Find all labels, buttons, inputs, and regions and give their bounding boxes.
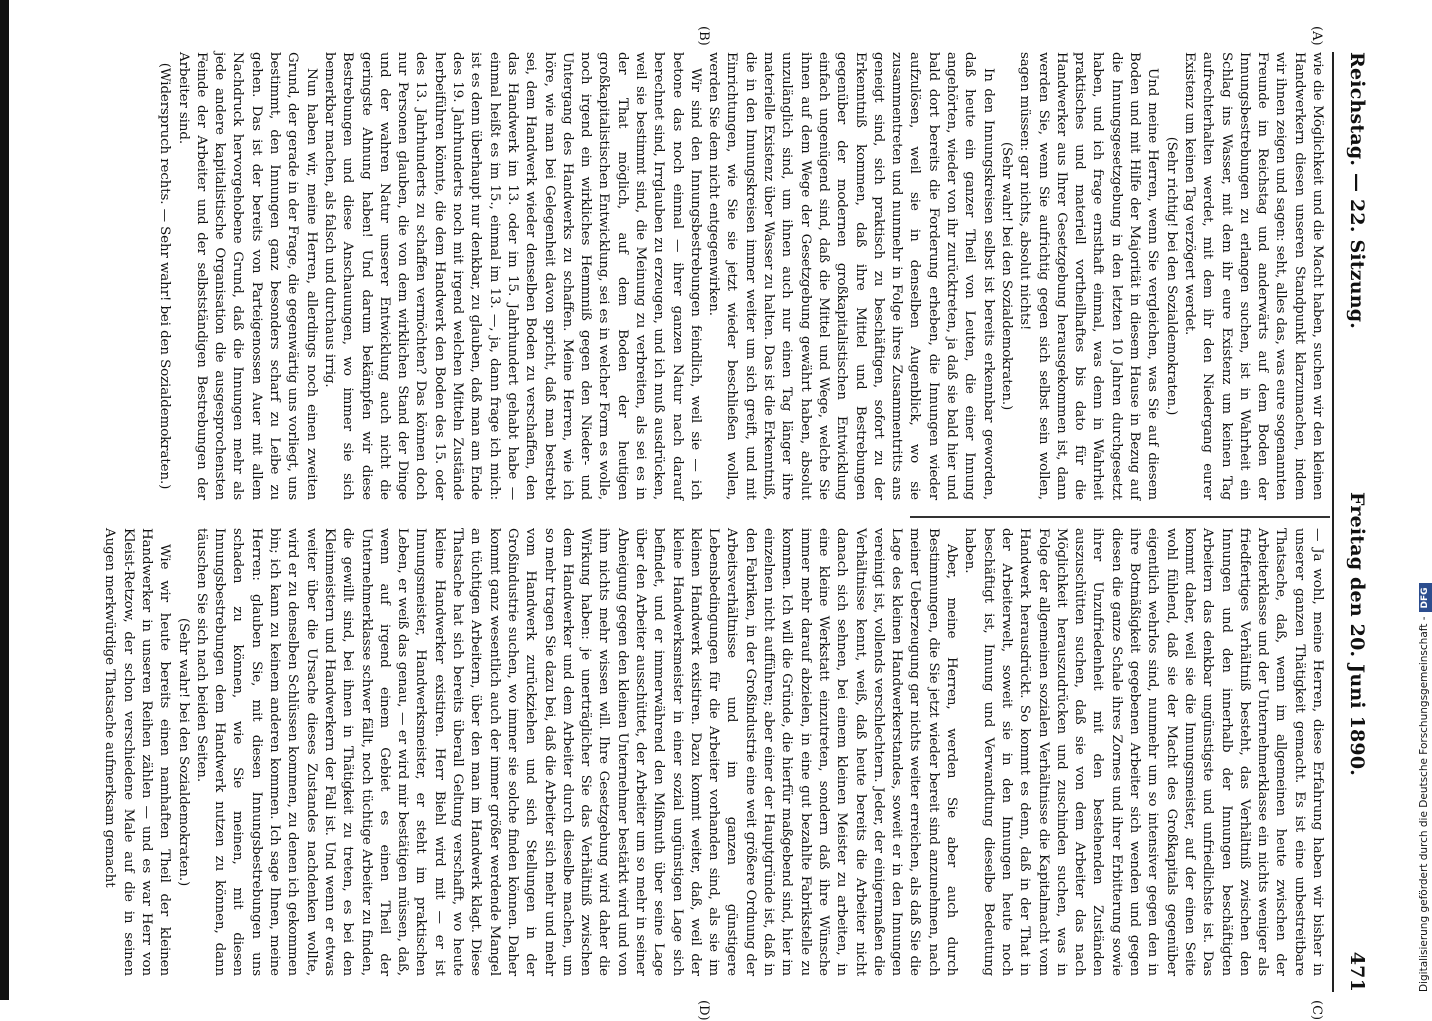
interjection: (Sehr wahr! bei den Sozialdemokraten.)	[998, 141, 1014, 411]
interjection: (Sehr wahr! bei den Sozialdemokraten.)	[175, 617, 191, 887]
paragraph: In den Innungskreisen selbst ist bereits erkennbar geworden, daß heute ein ganzer Theil von Leuten, die einer Innung angehörten, wieder von ihr zurücktreten, ja daß sie bald hier und bald dort bereits die Forderung erheben, die Innungen wieder aufzulösen, weil sie in denselben Augenblick, wo sie zusammentreten und nunmehr in Folge ihres Zusammentritts ans geneigt sind, sich praktisch zu beschäftigen, sofort zu der Erkenntniß kommen, daß ihre Mittel und Bestrebungen gegenüber der modernen großkapitalistischen Entwicklung einfach ungenügend sind, daß die Mittel und Wege, welche Sie ihnen auf dem Wege der Gesetzgebung gewährt haben, absolut unzulänglich sind, um ihnen auch nur einen Tag länger ihre materielle Existenz über Wasser zu halten. Das ist die Erkenntniß, die in den Innungskreisen immer weiter um sich greift, und mit Einrichtungen, wie Sie sie jetzt wieder beschließen wollen, werden Sie dem nicht entgegenwirken.	[706, 52, 996, 500]
paragraph: Nun haben wir, meine Herren, allerdings noch einen zweiten Grund, der gerade in der Frage, die gegenwärtig uns vorliegt, uns bestimmt, den Innungen ganz besonders scharf zu Leibe zu gehen. Das ist der bereits von Parteigenossen Auer mit allem Nachdruck hervorgehobene Grund, daß die Innungen mehr als jede andere kapitalistische Organisation die ausgesprochensten Feinde der Arbeiter und der selbstständigen Bestrebungen der Arbeiter sind.	[175, 52, 319, 500]
paragraph: wie die Möglichkeit und die Macht haben, suchen wir den kleinen Handwerkern diesen unseren Standpunkt klarzumachen, indem wir ihnen zeigen und sagen: seht, alles das, was eure sogenannten Freunde im Reichstag und anderwärts auf dem Boden der Innungsbestrebungen zu erlangen suchen, ist in Wahrheit ein Schlag ins Wasser, mit dem ihr eure Existenz um keinen Tag aufrechterhalten werdet, mit dem ihr den Niedergang eurer Existenz um keinen Tag verzögert werdet.	[1181, 52, 1325, 500]
paragraph: Wie wir heute bereits einen namhaften Theil der kleinen Handwerker in unseren Reihen zählen — und es war Herr von Kleist-Retzow, der schon verschiedene Male auf die in seinen Augen merkwürdige Thatsache aufmerksam gemacht	[102, 528, 173, 976]
interjection: (Widerspruch rechts. — Sehr wahr! bei den Sozialdemokraten.)	[157, 62, 173, 490]
interjection: (Sehr richtig! bei den Sozialdemokraten.)	[1163, 136, 1179, 416]
right-column	[100, 528, 1326, 976]
credit-text: Digitalisierung gefördert durch die Deutsche Forschungsgemeinschaft -	[1418, 616, 1430, 992]
page-number: 471	[1346, 951, 1368, 992]
column-divider	[910, 516, 1330, 518]
page-header	[1336, 52, 1376, 992]
header-left: Reichstag. — 22. Sitzung.	[1346, 52, 1368, 330]
header-rule	[1332, 52, 1334, 992]
paragraph: Und meine Herren, wenn Sie vergleichen, was Sie auf diesem Boden und mit Hilfe der Majorität in diesem Hause in Bezug auf die Innungsgesetzgebung in den letzten 10 Jahren durchgesetzt haben, und ich frage ernsthaft einmal, was denn in Wahrheit praktisches und materiell vortheilhaftes bis dato für die Handwerker aus Ihrer Gesetzgebung herausgekommen ist, dann werden Sie, wenn Sie aufrichtig gegen sich selbst sein wollen, sagen müssen: gar nichts, absolut nichts!	[1017, 52, 1161, 500]
paragraph: Aber, meine Herren, werden Sie aber auch durch Bestimmungen, die Sie jetzt wieder bereit sind anzunehmen, nach meiner Ueberzeugung gar nichts weiter erreichen, als daß Sie die Lage des kleinen Handwerkerstandes, soweit er in den Innungen vereinigt ist, vollends verschlechtern. Jeder, der einigermaßen die Verhältnisse kennt, weiß, daß heute bereits die Arbeiter nicht danach sich sehnen, bei einem kleinen Meister zu arbeiten, in eine kleine Werkstatt einzutreten, sondern daß ihre Wünsche immer mehr darauf abzielen, in eine gut bezahlte Fabrikstelle zu kommen. Ich will die Gründe, die hierfür maßgebend sind, hier im einzelnen nicht aufführen; aber einer der Hauptgründe ist, daß in den Fabriken, in der Großindustrie eine weit größere Ordnung der Arbeitsverhältnisse und im ganzen günstigere Lebensbedingungen für die Arbeiter vorhanden sind, als sie im kleinen Handwerk existiren. Dazu kommt weiter, daß, weil der kleine Handwerksmeister in einer sozial ungünstigen Lage sich befindet, und er immerwährend den Mißmuth über seine Lage über den Arbeiter ausschüttet, der Arbeiter um so mehr in seiner Abneigung gegen den kleinen Unternehmer bestärkt wird und von ihm nichts mehr wissen will. Ihre Gesetzgebung wird daher die Wirkung haben: je unerträglicher Sie das Verhältniß zwischen dem Handwerker und dem Arbeiter durch dieselbe machen, um so mehr tragen Sie dazu bei, daß die Arbeiter sich mehr und mehr vom Handwerk zurückziehen und sich Stellungen in der Großindustrie suchen, wo immer sie solche finden können. Daher kommt ganz wesentlich auch der immer größer werdende Mangel an tüchtigen Arbeitern, über den man im Handwerk klagt. Diese Thatsache hat sich bereits überall Geltung verschafft, wo heute kleine Handwerker existiren. Herr Biehl wird mit — er ist Innungsmeister, Handwerksmeister, er steht im praktischen Leben, er weiß das genau, — er wird mir bestätigen müssen, daß, wenn auf irgend einem Gebiet es einen Theil der Unternehmerklasse schwer fällt, noch tüchtige Arbeiter zu finden, die gewillt sind, bei ihnen in Thätigkeit zu treten, es bei den Kleinmeistern und Handwerkern der Fall ist. Und wenn er etwas weiter über die Ursache dieses Zustandes nachdenken wollte, wird er zu denselben Schlüssen kommen, zu denen ich gekommen bin; ich kann zu keinem anderen kommen. Ich sage Ihnen, meine Herren: glauben Sie, mit diesen Innungsbestrebungen uns schaden zu können, wie Sie meinen, mit diesen Innungsbestrebungen dem Handwerk nutzen zu können, dann täuschen Sie sich nach beiden Seiten.	[193, 528, 960, 976]
header-date: Freitag den 20. Juni 1890.	[1346, 492, 1368, 777]
paragraph: — Ja wohl, meine Herren, diese Erfahrung haben wir bisher in unserer ganzen Thätigkeit gemacht. Es ist eine unbestreitbare Thatsache, daß, wenn im allgemeinen heute zwischen der Arbeiterklasse und der Unternehmerklasse ein nichts weniger als friedfertiges Verhältniß besteht, das Verhältniß zwischen den Innungen und den innerhalb der Innungen beschäftigten Arbeitern das denkbar ungünstigste und unfriedlichste ist. Das kommt daher, weil sie die Innungsmeister, auf der einen Seite wohl fühlend, daß sie der Macht des Großkapitals gegenüber eigentlich wehrlos sind, nunmehr um so intensiver gegen den in ihre Botmäßigkeit gegebenen Arbeiter sich wenden und gegen diesen die ganze Schale ihres Zornes und ihrer Erbitterung sowie ihrer Unzufriedenheit mit den bestehenden Zuständen auszuschütten suchen, daß sie von dem Arbeiter das nach Möglichkeit herauszudrücken und zuschinden suchen, was in Folge der allgemeinen sozialen Verhältnisse die Kapitalmacht vom Handwerk herausdrückt. So kommt es denn, daß in der That in der Arbeiterwelt, soweit sie in den Innungen heute noch beschäftigt ist, Innung und Verwandtung dieselbe Bedeutung haben.	[962, 528, 1325, 976]
left-column	[155, 52, 1326, 500]
margin-marker-d: (D)	[696, 1000, 711, 1021]
dfg-logo: DFG	[1419, 583, 1432, 612]
scan-edge-shadow	[0, 0, 9, 1000]
paragraph: Wir sind den Innungsbestrebungen feindlich, weil sie — ich betone das noch einmal — ihrer ganzen Natur nach darauf berechnet sind, Irrglauben zu erzeugen, und ich muß ausdrücken, weil sie bestimmt sind, die Meinung zu verbreiten, als sei es in der That möglich, auf dem Boden der heutigen großkapitalistischen Entwicklung, sei es in welcher Form es wolle, noch irgend ein wirkliches Hemmniß gegen den Nieder- und Untergang des Handwerks zu schaffen. Meine Herren, wie ich höre, wie man bei Gelegenheit davon spricht, daß man bestrebt sei, dem Handwerk wieder denselben Boden zu verschaffen, den das Handwerk im 13. oder im 15. Jahrhundert gehabt habe — einmal heißt es im 15., einmal im 13. —, ja, dann frage ich mich: ist es denn überhaupt nur denkbar, zu glauben, daß man am Ende des 19. Jahrhunderts noch mit irgend welchen Mitteln Zustände herbeiführen könnte, die dem Handwerk den Boden des 15. oder des 13. Jahrhunderts zu schaffen vermöchten? Das können doch nur Personen glauben, die von dem wirklichen Stand der Dinge und der wahren Natur unserer Entwicklung auch nicht die geringste Ahnung haben! Und darum bekämpfen wir diese Bestrebungen und diese Anschauungen, wo immer sie sich bemerkbar machen, als falsch und durchaus irrig.	[321, 52, 703, 500]
digitization-credit	[1418, 2, 1432, 992]
margin-marker-c: (C)	[1309, 1000, 1324, 1021]
rotated-page-content	[86, 26, 1376, 1021]
margin-marker-b: (B)	[696, 26, 711, 46]
margin-marker-a: (A)	[1309, 26, 1324, 46]
